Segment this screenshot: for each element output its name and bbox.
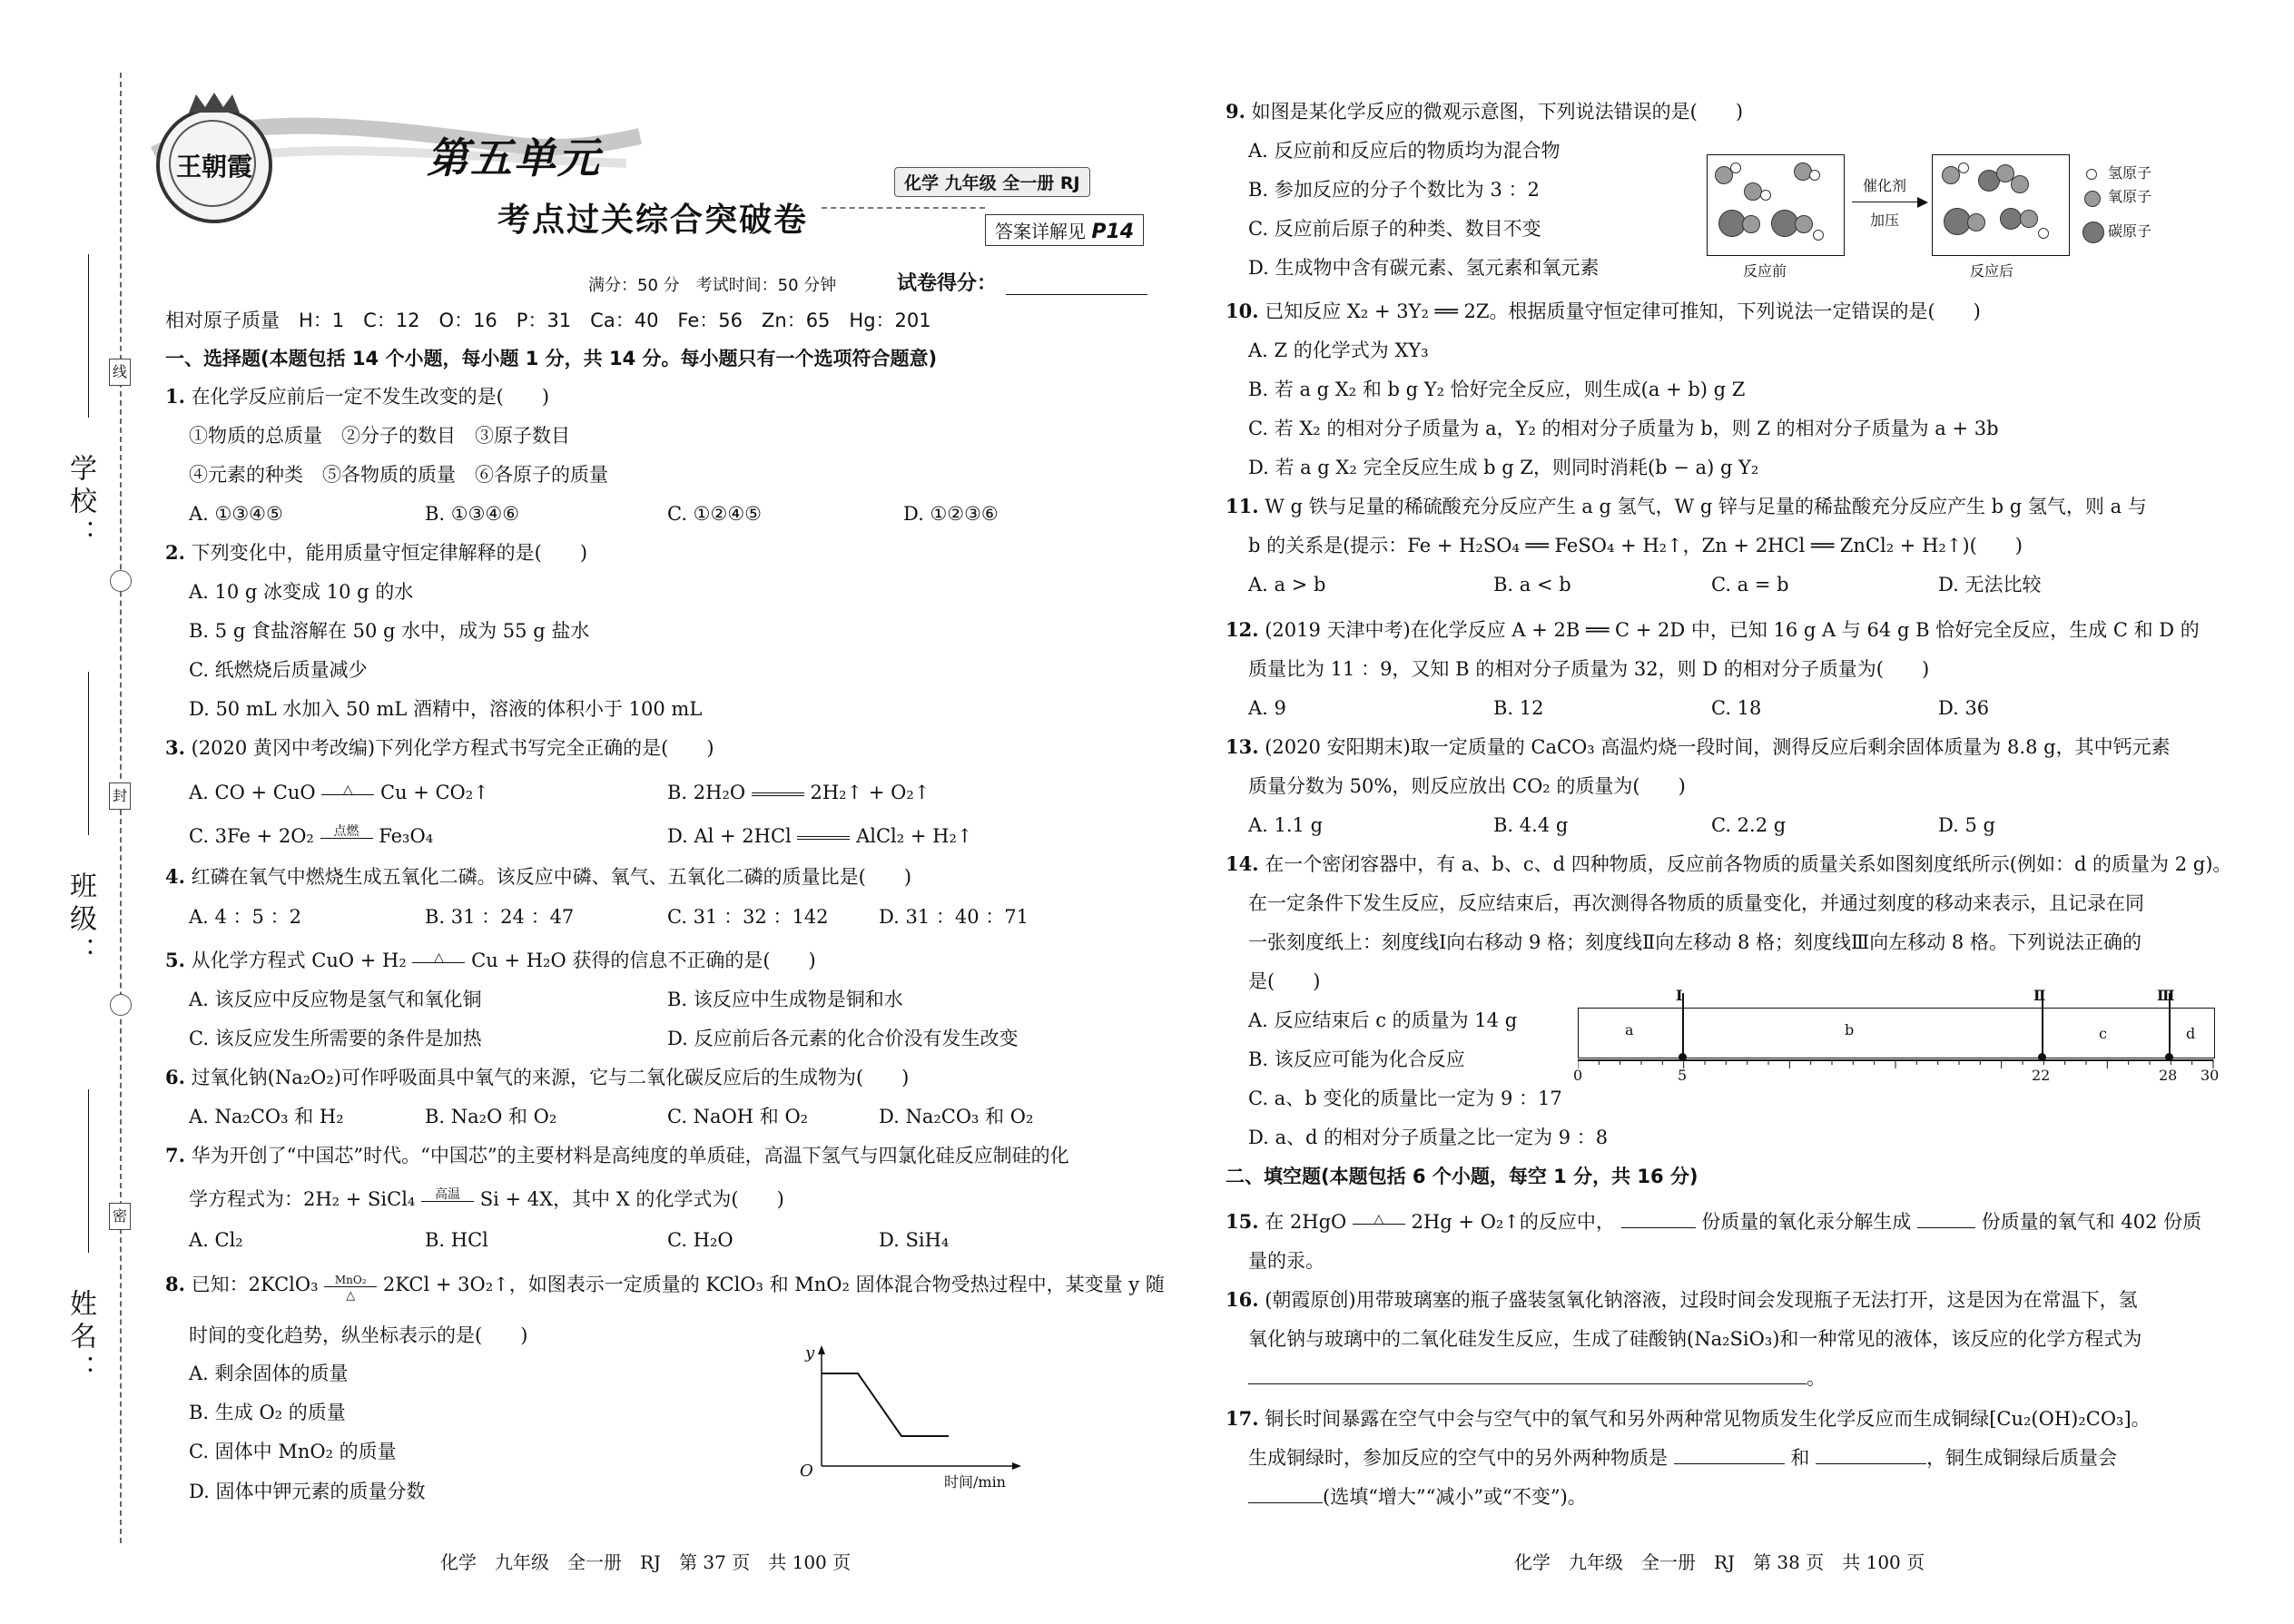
q17-blank-1[interactable] <box>1674 1463 1785 1464</box>
q9-label-before: 反应前 <box>1743 262 1787 280</box>
q13-stem: 13. (2020 安阳期末)取一定质量的 CaCO₃ 高温灼烧一段时间，测得反应后剩余固体质量为 8.8 g，其中钙元素 <box>1226 735 2171 758</box>
q13-option-b[interactable]: B. 4.4 g <box>1493 814 1569 836</box>
q17-blank-2[interactable] <box>1816 1463 1926 1464</box>
q16-stem: 16. (朝霞原创)用带玻璃塞的瓶子盛装氢氧化钠溶液，过段时间会发现瓶子无法打开，这是因为在常温下，氢 <box>1226 1288 2138 1311</box>
q1-option-d[interactable]: D. ①②③⑥ <box>903 503 999 525</box>
q14-segment-d: d <box>2186 1025 2196 1042</box>
q12-option-a[interactable]: A. 9 <box>1248 697 1286 719</box>
q4-option-b[interactable]: B. 31 ：24 ：47 <box>425 906 575 928</box>
q8-graph-origin: O <box>800 1462 813 1481</box>
q14-stem: 14. 在一个密闭容器中，有 a、b、c、d 四种物质，反应前各物质的质量关系如图刻度纸所示(例如：d 的质量为 2 g)。 <box>1226 852 2232 875</box>
q14-option-d[interactable]: D. a、d 的相对分子质量之比一定为 9 ：8 <box>1248 1127 1609 1148</box>
q13-option-d[interactable]: D. 5 g <box>1938 814 1995 836</box>
answer-ref-page: P14 <box>1091 221 1135 243</box>
q7-stem: 7. 华为开创了“中国芯”时代。“中国芯”的主要材料是高纯度的单质硅，高温下氢气与四氯化硅反应制硅的化 <box>165 1144 1069 1166</box>
q3-option-a[interactable]: A. CO + CuO △ Cu + CO₂↑ <box>189 782 489 803</box>
q6-stem: 6. 过氧化钠(Na₂O₂)可作呼吸面具中氧气的来源，它与二氧化碳反应后的生成物为( ) <box>165 1066 910 1088</box>
course-badge: 化学 九年级 全一册 RJ <box>894 167 1090 197</box>
legend-oxygen: 氧原子 <box>2108 188 2152 205</box>
q14-ruler-ticks <box>1578 1059 2215 1070</box>
answer-ref-prefix: 答案详解见 <box>995 221 1086 242</box>
q9-stem: 9. 如图是某化学反应的微观示意图，下列说法错误的是( ) <box>1226 100 1744 123</box>
q5-option-a[interactable]: A. 该反应中反应物是氢气和氧化铜 <box>189 989 482 1010</box>
q13-stem-2: 质量分数为 50%，则反应放出 CO₂ 的质量为( ) <box>1248 775 1686 797</box>
q8-option-a[interactable]: A. 剩余固体的质量 <box>189 1363 349 1384</box>
q5-option-c[interactable]: C. 该反应发生所需要的条件是加热 <box>189 1028 482 1049</box>
q14-stem-3: 一张刻度纸上：刻度线Ⅰ向右移动 9 格；刻度线Ⅱ向左移动 8 格；刻度线Ⅲ向左移动 8 格。下列说法正确的 <box>1248 931 2141 953</box>
unit-title: 第五单元 <box>427 133 601 182</box>
q16-blank[interactable] <box>1248 1383 1807 1384</box>
q15-stem: 15. 在 2HgO △ 2Hg + O₂↑的反应中， 份质量的氧化汞分解生成 份质量的氧气和 402 份质 <box>1226 1210 2202 1233</box>
q8-stem: 8. 已知：2KClO₃ MnO₂ △ 2KCl + 3O₂↑，如图表示一定质量的 KClO₃ 和 MnO₂ 固体混合物受热过程中，某变量 y 随 <box>165 1273 1165 1303</box>
q8-graph <box>794 1343 1030 1498</box>
q17-blank-3[interactable] <box>1248 1502 1323 1503</box>
q3-stem: 3. (2020 黄冈中考改编)下列化学方程式书写完全正确的是( ) <box>165 736 714 759</box>
q4-option-d[interactable]: D. 31 ：40 ：71 <box>879 906 1029 928</box>
q2-stem: 2. 下列变化中，能用质量守恒定律解释的是( ) <box>165 541 588 564</box>
score-blank[interactable] <box>1006 294 1147 295</box>
q14-option-c[interactable]: C. a、b 变化的质量比一定为 9 ：17 <box>1248 1088 1562 1109</box>
q9-option-c[interactable]: C. 反应前后原子的种类、数目不变 <box>1248 218 1541 240</box>
legend-carbon: 碳原子 <box>2108 222 2152 240</box>
q14-segment-a: a <box>1625 1021 1634 1038</box>
q9-arrow-catalyst: 催化剂 <box>1863 177 1907 194</box>
q11-option-d[interactable]: D. 无法比较 <box>1938 574 2042 595</box>
q12-stem-2: 质量比为 11 ：9，又知 B 的相对分子质量为 32，则 D 的相对分子质量为( ) <box>1248 658 1930 680</box>
q10-stem: 10. 已知反应 X₂ + 3Y₂ ══ 2Z。根据质量守恒定律可推知，下列说法一定错误的是( ) <box>1226 300 1981 322</box>
class-label: 班级： <box>64 871 96 969</box>
q14-marker-1-label: Ⅰ <box>1676 987 1683 1004</box>
q14-tick-28: 28 <box>2159 1067 2178 1084</box>
logo-text: 王朝霞 <box>175 152 252 182</box>
q12-option-d[interactable]: D. 36 <box>1938 697 1990 719</box>
q8-option-b[interactable]: B. 生成 O₂ 的质量 <box>189 1402 346 1423</box>
legend-hydrogen-icon <box>2086 169 2097 180</box>
q14-tick-0: 0 <box>1573 1067 1583 1084</box>
cut-mark-seal: 封 <box>109 782 131 810</box>
q9-option-b[interactable]: B. 参加反应的分子个数比为 3 ：2 <box>1248 179 1540 201</box>
paper-subtitle: 考点过关综合突破卷 <box>497 201 809 239</box>
q10-option-b[interactable]: B. 若 a g X₂ 和 b g Y₂ 恰好完全反应，则生成(a + b) g Z <box>1248 379 1746 400</box>
footer-right: 化学 九年级 全一册 RJ 第 38 页 共 100 页 <box>1514 1551 1925 1573</box>
q1-option-b[interactable]: B. ①③④⑥ <box>425 503 520 525</box>
q14-marker-2-label: Ⅱ <box>2033 987 2046 1004</box>
q14-ruler-dot-28 <box>2165 1053 2173 1061</box>
q15-stem-2: 量的汞。 <box>1248 1250 1324 1272</box>
q17-stem-2: 生成铜绿时，参加反应的空气中的另外两种物质是 和 ，铜生成铜绿后质量会 <box>1248 1447 2118 1469</box>
q4-option-a[interactable]: A. 4 ：5 ：2 <box>189 906 301 928</box>
q14-segment-c: c <box>2099 1025 2107 1042</box>
class-line <box>88 672 89 835</box>
q5-stem: 5. 从化学方程式 CuO + H₂ △ Cu + H₂O 获得的信息不正确的是( ) <box>165 949 816 971</box>
q9-label-after: 反应后 <box>1970 262 2014 280</box>
q14-scale-strip <box>1578 1008 2215 1058</box>
score-time-line: 满分：50 分 考试时间：50 分钟 <box>588 276 837 295</box>
q14-tick-30: 30 <box>2200 1067 2220 1084</box>
q9-after-box <box>1932 154 2070 256</box>
footer-left: 化学 九年级 全一册 RJ 第 37 页 共 100 页 <box>440 1551 852 1573</box>
q9-before-box <box>1707 154 1845 256</box>
school-line <box>88 254 89 418</box>
cut-mark-line: 线 <box>109 359 131 386</box>
q7-stem-2: 学方程式为：2H₂ + SiCl₄ 高温 Si + 4X，其中 X 的化学式为( ) <box>189 1186 784 1210</box>
q14-tick-5: 5 <box>1678 1067 1688 1084</box>
q8-graph-x-label: 时间/min <box>944 1473 1006 1491</box>
q1-option-c[interactable]: C. ①②④⑤ <box>667 503 762 525</box>
q8-option-d[interactable]: D. 固体中钾元素的质量分数 <box>189 1481 426 1502</box>
cut-mark-secret: 密 <box>109 1203 131 1230</box>
q5-option-d[interactable]: D. 反应前后各元素的化合价没有发生改变 <box>667 1028 1019 1049</box>
q11-option-b[interactable]: B. a < b <box>1493 574 1571 595</box>
q10-option-d[interactable]: D. 若 a g X₂ 完全反应生成 b g Z，则同时消耗(b − a) g Y₂ <box>1248 457 1759 478</box>
section-fill-title: 二、填空题(本题包括 6 个小题，每空 1 分，共 16 分) <box>1226 1166 1698 1187</box>
subtitle-dashed-line <box>822 207 985 209</box>
q12-option-c[interactable]: C. 18 <box>1711 697 1762 719</box>
q14-option-a[interactable]: A. 反应结束后 c 的质量为 14 g <box>1248 1009 1518 1031</box>
q17-stem: 17. 铜长时间暴露在空气中会与空气中的氧气和另外两种常见物质发生化学反应而生成铜绿[Cu₂(OH)₂CO₃]。 <box>1226 1407 2151 1430</box>
section-choice-title: 一、选择题(本题包括 14 个小题，每小题 1 分，共 14 分。每小题只有一个选项符合题意) <box>165 348 938 369</box>
q8-graph-curve <box>822 1373 949 1436</box>
q3-option-b[interactable]: B. 2H₂O 2H₂↑ + O₂↑ <box>667 782 930 803</box>
q7-option-a[interactable]: A. Cl₂ <box>189 1229 243 1251</box>
q8-graph-y-label: y <box>805 1343 815 1363</box>
q14-option-b[interactable]: B. 该反应可能为化合反应 <box>1248 1048 1465 1070</box>
binding-hole-icon <box>110 570 132 592</box>
q4-option-c[interactable]: C. 31 ：32 ：142 <box>667 906 829 928</box>
q7-option-d[interactable]: D. SiH₄ <box>879 1229 950 1251</box>
publisher-logo <box>156 107 272 223</box>
q14-stem-2: 在一定条件下发生反应，反应结束后，再次测得各物质的质量变化，并通过刻度的移动来表示，且记录在同 <box>1248 892 2144 914</box>
atomic-masses: 相对原子质量 H：1 C：12 O：16 P：31 Ca：40 Fe：56 Zn：65 Hg：201 <box>165 310 931 331</box>
q6-option-a[interactable]: A. Na₂CO₃ 和 H₂ <box>189 1106 344 1127</box>
q14-ruler <box>1578 1057 2213 1066</box>
q14-segment-b: b <box>1845 1021 1855 1038</box>
q3-option-d[interactable]: D. Al + 2HCl AlCl₂ + H₂↑ <box>667 825 973 847</box>
q1-items-1: ①物质的总质量 ②分子的数目 ③原子数目 <box>189 425 570 447</box>
q12-stem: 12. (2019 天津中考)在化学反应 A + 2B ══ C + 2D 中，已知 16 g A 与 64 g B 恰好完全反应，生成 C 和 D 的 <box>1226 618 2200 641</box>
q11-stem-2: b 的关系是(提示：Fe + H₂SO₄ ══ FeSO₄ + H₂↑，Zn + 2HCl ══ ZnCl₂ + H₂↑)( ) <box>1248 535 2023 556</box>
legend-oxygen-icon <box>2084 191 2101 207</box>
q5-option-b[interactable]: B. 该反应中生成物是铜和水 <box>667 989 903 1010</box>
q14-stem-4: 是( ) <box>1248 970 1321 992</box>
q6-option-b[interactable]: B. Na₂O 和 O₂ <box>425 1106 557 1127</box>
q14-marker-3-label: Ⅲ <box>2157 987 2175 1004</box>
name-line <box>88 1089 89 1253</box>
name-label: 姓名： <box>64 1289 96 1387</box>
q6-option-c[interactable]: C. NaOH 和 O₂ <box>667 1106 809 1127</box>
q8-stem-2: 时间的变化趋势，纵坐标表示的是( ) <box>189 1324 528 1346</box>
q1-items-2: ④元素的种类 ⑤各物质的质量 ⑥各原子的质量 <box>189 464 608 486</box>
q14-ruler-dot-22 <box>2038 1053 2046 1061</box>
q17-stem-3: (选填“增大”“减小”或“不变”)。 <box>1248 1485 1587 1509</box>
q16-answer-line: 。 <box>1248 1366 1826 1390</box>
q15-blank-2[interactable] <box>1917 1227 1975 1228</box>
q14-ruler-dot-5 <box>1679 1053 1687 1061</box>
q2-option-a[interactable]: A. 10 g 冰变成 10 g 的水 <box>189 581 414 603</box>
q13-option-c[interactable]: C. 2.2 g <box>1711 814 1787 836</box>
q13-option-a[interactable]: A. 1.1 g <box>1248 814 1324 836</box>
q12-option-b[interactable]: B. 12 <box>1493 697 1544 719</box>
q10-option-c[interactable]: C. 若 X₂ 的相对分子质量为 a，Y₂ 的相对分子质量为 b，则 Z 的相对分子质量为 a + 3b <box>1248 418 1999 439</box>
q9-arrow-pressure: 加压 <box>1870 212 1900 229</box>
q11-option-c[interactable]: C. a = b <box>1711 574 1789 595</box>
q2-option-d[interactable]: D. 50 mL 水加入 50 mL 酒精中，溶液的体积小于 100 mL <box>189 698 703 720</box>
q15-blank-1[interactable] <box>1621 1227 1696 1228</box>
answer-ref-box <box>985 214 1144 246</box>
q3-option-c[interactable]: C. 3Fe + 2O₂ 点燃 Fe₃O₄ <box>189 823 434 847</box>
q8-option-c[interactable]: C. 固体中 MnO₂ 的质量 <box>189 1441 397 1462</box>
legend-carbon-icon <box>2082 221 2104 243</box>
q16-stem-2: 氧化钠与玻璃中的二氧化硅发生反应，生成了硅酸钠(Na₂SiO₃)和一种常见的液体，该反应的化学方程式为 <box>1248 1328 2142 1350</box>
q11-stem: 11. W g 铁与足量的稀硫酸充分反应产生 a g 氢气，W g 锌与足量的稀盐酸充分反应产生 b g 氢气，则 a 与 <box>1226 495 2147 517</box>
q7-option-b[interactable]: B. HCl <box>425 1229 488 1251</box>
q1-stem: 1. 在化学反应前后一定不发生改变的是( ) <box>165 385 550 408</box>
school-label: 学校： <box>64 454 96 552</box>
q9-option-a[interactable]: A. 反应前和反应后的物质均为混合物 <box>1248 140 1561 162</box>
q7-option-c[interactable]: C. H₂O <box>667 1229 733 1251</box>
q11-option-a[interactable]: A. a > b <box>1248 574 1326 595</box>
q6-option-d[interactable]: D. Na₂CO₃ 和 O₂ <box>879 1106 1034 1127</box>
q4-stem: 4. 红磷在氧气中燃烧生成五氧化二磷。该反应中磷、氧气、五氧化二磷的质量比是( ) <box>165 865 912 888</box>
q1-option-a[interactable]: A. ①③④⑤ <box>189 503 283 525</box>
q2-option-c[interactable]: C. 纸燃烧后质量减少 <box>189 659 368 681</box>
q2-option-b[interactable]: B. 5 g 食盐溶解在 50 g 水中，成为 55 g 盐水 <box>189 620 590 642</box>
binding-hole-icon <box>110 994 132 1016</box>
legend-hydrogen: 氢原子 <box>2108 164 2152 182</box>
q14-tick-22: 22 <box>2032 1067 2051 1084</box>
score-label: 试卷得分： <box>897 272 998 295</box>
q10-option-a[interactable]: A. Z 的化学式为 XY₃ <box>1248 340 1429 361</box>
q9-option-d[interactable]: D. 生成物中含有碳元素、氢元素和氧元素 <box>1248 257 1600 279</box>
